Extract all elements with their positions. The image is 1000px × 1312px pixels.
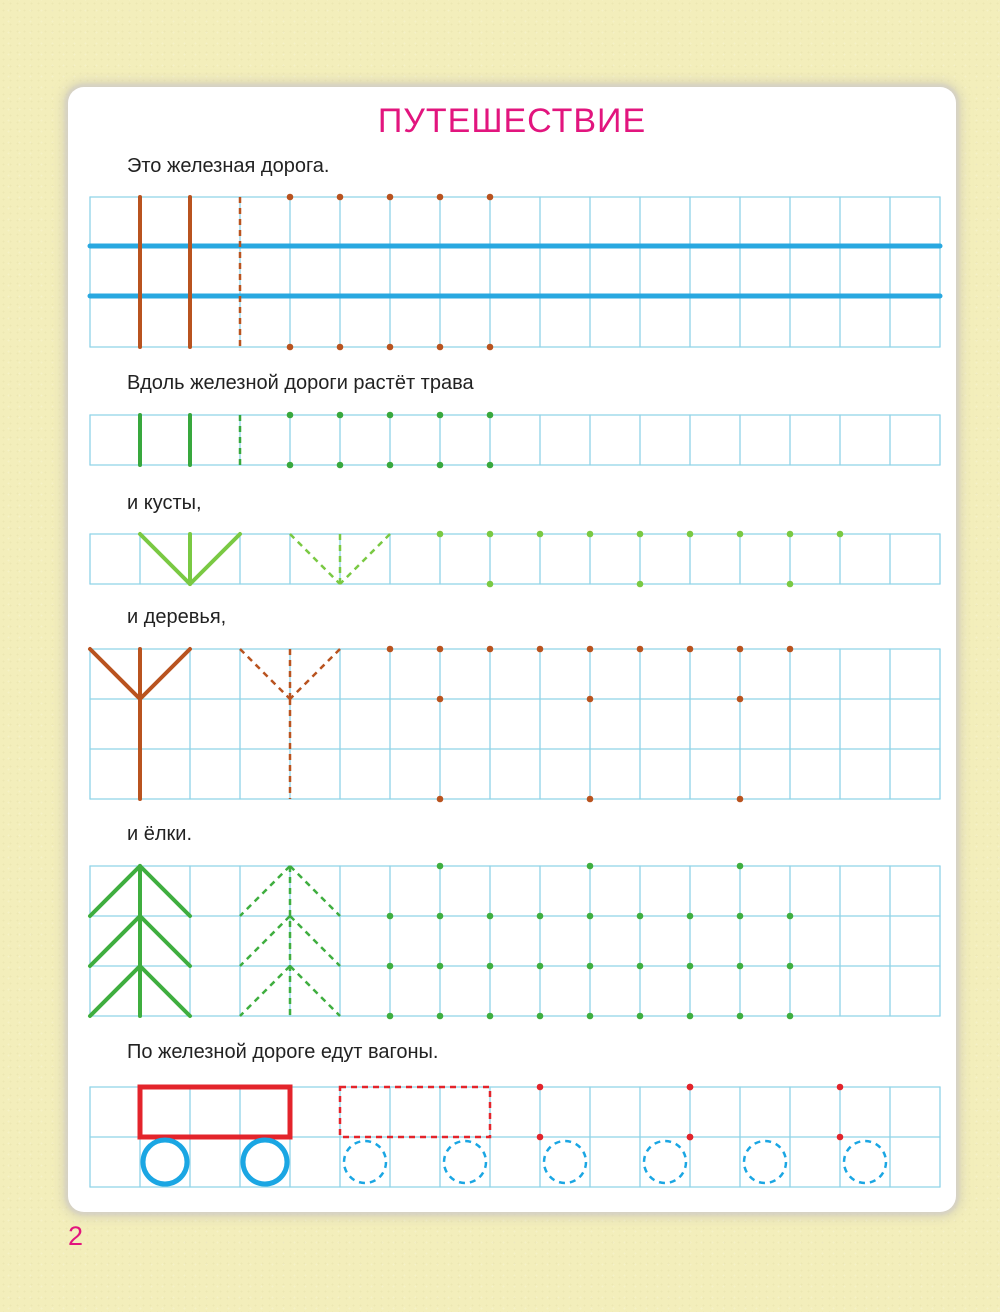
caption-wagons: По железной дороге едут вагоны.	[127, 1041, 439, 1063]
trace-dot	[587, 796, 594, 803]
bush-dashed	[340, 534, 390, 584]
wagon-wheel-dashed	[844, 1141, 886, 1183]
trace-dot	[637, 531, 644, 538]
caption-bushes: и кусты,	[127, 492, 202, 514]
trace-dot	[687, 531, 694, 538]
trace-dot	[437, 462, 444, 469]
trace-dot	[387, 963, 394, 970]
tree	[90, 649, 140, 699]
trace-dot	[787, 963, 794, 970]
trace-dot	[787, 913, 794, 920]
trace-dot	[387, 462, 394, 469]
fir-tree-dashed	[240, 966, 290, 1016]
bush-dashed	[290, 534, 340, 584]
trace-dot	[387, 1013, 394, 1020]
fir-tree	[90, 916, 140, 966]
fir-tree-dashed	[290, 866, 340, 916]
trace-dot	[637, 1013, 644, 1020]
trace-dot	[437, 696, 444, 703]
trace-dot	[337, 194, 344, 201]
trace-dot	[787, 1013, 794, 1020]
trace-dot	[437, 963, 444, 970]
fir-tree	[90, 966, 140, 1016]
trace-dot	[637, 646, 644, 653]
grass-grid	[90, 415, 940, 465]
trace-dot	[387, 646, 394, 653]
trace-dot	[587, 531, 594, 538]
trace-dot	[387, 344, 394, 351]
trace-dot	[287, 412, 294, 419]
wagon-wheel-dashed	[444, 1141, 486, 1183]
trace-dot	[537, 963, 544, 970]
trace-dot	[437, 412, 444, 419]
wagon-body-dashed	[340, 1087, 490, 1137]
wagon-body	[140, 1087, 290, 1137]
railway-grid	[90, 197, 940, 347]
trace-dot	[737, 796, 744, 803]
fir-tree	[90, 866, 140, 916]
trace-dot	[587, 696, 594, 703]
trace-dot	[787, 531, 794, 538]
trace-dot	[737, 963, 744, 970]
trace-dot	[487, 963, 494, 970]
trace-dot	[687, 646, 694, 653]
trace-dot	[437, 863, 444, 870]
trace-dot	[487, 344, 494, 351]
trace-dot	[637, 963, 644, 970]
trace-dot	[737, 696, 744, 703]
page-title: ПУТЕШЕСТВИЕ	[377, 102, 647, 140]
wagon-wheel-dashed	[644, 1141, 686, 1183]
trace-dot	[387, 913, 394, 920]
trace-dot	[587, 863, 594, 870]
trace-dot	[787, 646, 794, 653]
wagon-wheel	[143, 1140, 187, 1184]
trace-dot	[737, 1013, 744, 1020]
trace-dot	[487, 412, 494, 419]
trace-dot	[837, 1084, 844, 1091]
bush	[140, 534, 190, 584]
trace-dot	[487, 1013, 494, 1020]
trace-dot	[437, 531, 444, 538]
trace-dot	[337, 462, 344, 469]
trace-dot	[587, 646, 594, 653]
trace-dot	[337, 344, 344, 351]
bushes-exercise	[140, 531, 843, 588]
page-number: 2	[68, 1221, 84, 1251]
trace-dot	[487, 194, 494, 201]
trace-dot	[287, 462, 294, 469]
caption-trees: и деревья,	[127, 606, 227, 628]
trace-dot	[587, 963, 594, 970]
wagon-wheel-dashed	[744, 1141, 786, 1183]
caption-firs: и ёлки.	[127, 823, 192, 845]
trace-dot	[487, 646, 494, 653]
trace-dot	[687, 963, 694, 970]
fir-tree-dashed	[240, 916, 290, 966]
trace-dot	[687, 1134, 694, 1141]
trace-dot	[487, 581, 494, 588]
trace-dot	[837, 1134, 844, 1141]
trace-dot	[737, 646, 744, 653]
trace-dot	[487, 913, 494, 920]
trace-dot	[687, 1013, 694, 1020]
trace-dot	[687, 1084, 694, 1091]
caption-railway: Это железная дорога.	[127, 155, 330, 177]
trace-dot	[437, 344, 444, 351]
trace-dot	[637, 913, 644, 920]
trace-dot	[437, 1013, 444, 1020]
trace-dot	[537, 1134, 544, 1141]
trace-dot	[837, 531, 844, 538]
trace-dot	[537, 1084, 544, 1091]
trees-exercise	[90, 646, 793, 803]
trace-dot	[737, 913, 744, 920]
trace-dot	[787, 581, 794, 588]
caption-grass: Вдоль железной дороги растёт трава	[127, 372, 474, 394]
fir-tree	[140, 916, 190, 966]
fir-tree	[140, 966, 190, 1016]
trace-dot	[537, 1013, 544, 1020]
trace-dot	[487, 531, 494, 538]
trace-dot	[537, 646, 544, 653]
trace-dot	[287, 344, 294, 351]
trace-dot	[737, 531, 744, 538]
wagon-wheel-dashed	[544, 1141, 586, 1183]
trace-dot	[437, 796, 444, 803]
bush	[190, 534, 240, 584]
trace-dot	[387, 194, 394, 201]
trace-dot	[587, 1013, 594, 1020]
tree	[140, 649, 190, 699]
trace-dot	[487, 462, 494, 469]
fir-tree-dashed	[240, 866, 290, 916]
trace-dot	[437, 194, 444, 201]
wagons-exercise	[140, 1084, 886, 1184]
trace-dot	[687, 913, 694, 920]
trace-dot	[337, 412, 344, 419]
trace-dot	[287, 194, 294, 201]
firs-grid	[90, 866, 940, 1016]
fir-tree-dashed	[290, 966, 340, 1016]
trace-dot	[537, 531, 544, 538]
trace-dot	[437, 646, 444, 653]
trace-dot	[437, 913, 444, 920]
tree-dashed	[240, 649, 290, 699]
trace-dot	[737, 863, 744, 870]
fir-tree	[140, 866, 190, 916]
trace-dot	[587, 913, 594, 920]
firs-exercise	[90, 863, 793, 1020]
wagon-wheel-dashed	[344, 1141, 386, 1183]
tree-dashed	[290, 649, 340, 699]
trace-dot	[537, 913, 544, 920]
fir-tree-dashed	[290, 916, 340, 966]
trees-grid	[90, 649, 940, 799]
trace-dot	[387, 412, 394, 419]
wagon-wheel	[243, 1140, 287, 1184]
railway-exercise	[90, 194, 940, 351]
trace-dot	[637, 581, 644, 588]
